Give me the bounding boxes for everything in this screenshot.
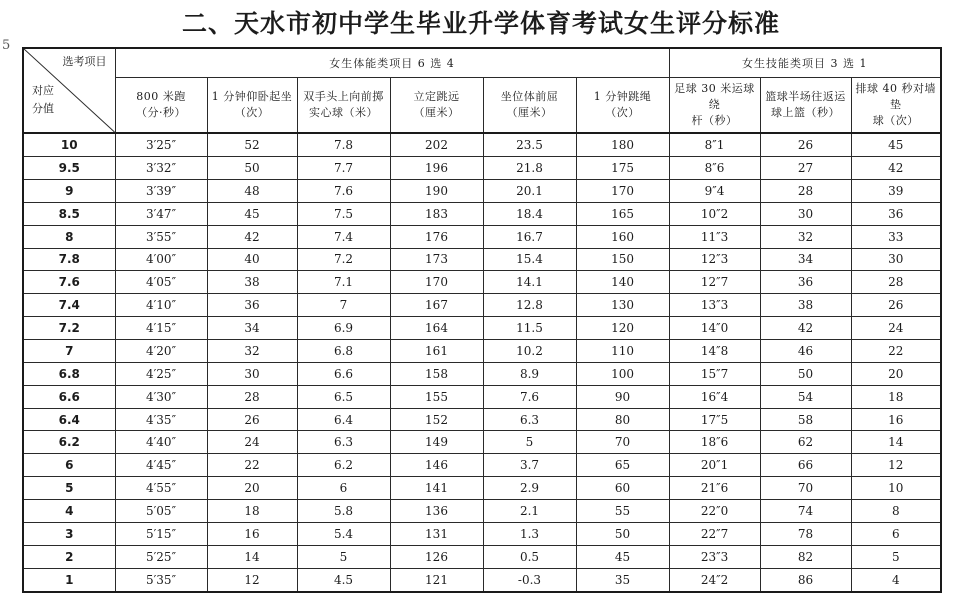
table-row — [23, 294, 941, 317]
page-title: 二、天水市初中学生毕业升学体育考试女生评分标准 — [181, 9, 780, 38]
value-cell: 20 — [851, 362, 941, 385]
score-cell: 8.5 — [23, 202, 115, 225]
value-cell: 80 — [576, 408, 669, 431]
value-cell: 78 — [760, 522, 851, 545]
value-cell: 28 — [851, 271, 941, 294]
column-header — [483, 78, 576, 134]
value-cell: 6.9 — [297, 317, 390, 340]
value-cell: 150 — [576, 248, 669, 271]
value-cell: 16 — [851, 408, 941, 431]
value-cell: 8″1 — [669, 133, 760, 157]
value-cell: 3.7 — [483, 454, 576, 477]
table-row — [23, 179, 941, 202]
column-header — [669, 78, 760, 134]
column-header-line1: 立定跳远 — [413, 90, 460, 103]
table-row — [23, 568, 941, 592]
value-cell: 27 — [760, 157, 851, 180]
value-cell: 36 — [851, 202, 941, 225]
value-cell: 4′10″ — [115, 294, 207, 317]
value-cell: 46 — [760, 340, 851, 363]
value-cell: 50 — [760, 362, 851, 385]
value-cell: 5 — [851, 545, 941, 568]
column-header-line2: 球上篮（秒） — [771, 106, 841, 119]
score-cell: 4 — [23, 500, 115, 523]
value-cell: 21.8 — [483, 157, 576, 180]
value-cell: 50 — [207, 157, 297, 180]
value-cell: 22″7 — [669, 522, 760, 545]
value-cell: 152 — [390, 408, 483, 431]
value-cell: 4.5 — [297, 568, 390, 592]
value-cell: 176 — [390, 225, 483, 248]
table-row — [23, 271, 941, 294]
table-row — [23, 500, 941, 523]
value-cell: 4′45″ — [115, 454, 207, 477]
score-cell: 7 — [23, 340, 115, 363]
value-cell: 23.5 — [483, 133, 576, 157]
value-cell: 45 — [851, 133, 941, 157]
value-cell: 38 — [207, 271, 297, 294]
value-cell: 5′15″ — [115, 522, 207, 545]
value-cell: 4 — [851, 568, 941, 592]
value-cell: 2.9 — [483, 477, 576, 500]
value-cell: 136 — [390, 500, 483, 523]
column-header-row — [23, 78, 941, 134]
column-header — [207, 78, 297, 134]
column-header-line2: 实心球（米） — [309, 106, 378, 119]
value-cell: 8 — [851, 500, 941, 523]
score-cell: 8 — [23, 225, 115, 248]
score-cell: 7.6 — [23, 271, 115, 294]
column-header — [851, 78, 941, 134]
value-cell: 183 — [390, 202, 483, 225]
value-cell: 52 — [207, 133, 297, 157]
value-cell: 11.5 — [483, 317, 576, 340]
value-cell: 33 — [851, 225, 941, 248]
value-cell: 18 — [851, 385, 941, 408]
table-row — [23, 157, 941, 180]
value-cell: 42 — [851, 157, 941, 180]
value-cell: 3′32″ — [115, 157, 207, 180]
value-cell: 170 — [576, 179, 669, 202]
value-cell: 36 — [207, 294, 297, 317]
value-cell: 8″6 — [669, 157, 760, 180]
value-cell: 4′40″ — [115, 431, 207, 454]
value-cell: 3′55″ — [115, 225, 207, 248]
value-cell: 1.3 — [483, 522, 576, 545]
column-header — [297, 78, 390, 134]
value-cell: 120 — [576, 317, 669, 340]
table-row — [23, 454, 941, 477]
value-cell: 130 — [576, 294, 669, 317]
value-cell: 4′05″ — [115, 271, 207, 294]
value-cell: 5′05″ — [115, 500, 207, 523]
value-cell: 48 — [207, 179, 297, 202]
value-cell: 65 — [576, 454, 669, 477]
value-cell: 202 — [390, 133, 483, 157]
value-cell: 4′55″ — [115, 477, 207, 500]
value-cell: 20 — [207, 477, 297, 500]
value-cell: 74 — [760, 500, 851, 523]
column-header-line2: （厘米） — [413, 106, 460, 119]
value-cell: 149 — [390, 431, 483, 454]
value-cell: 58 — [760, 408, 851, 431]
scoring-table — [22, 47, 942, 593]
column-header-line1: 排球 40 秒对墙垫 — [855, 82, 937, 111]
column-header-line1: 双手头上向前掷 — [303, 90, 384, 103]
value-cell: 16.7 — [483, 225, 576, 248]
score-cell: 6.8 — [23, 362, 115, 385]
value-cell: 82 — [760, 545, 851, 568]
score-cell: 9 — [23, 179, 115, 202]
value-cell: 38 — [760, 294, 851, 317]
value-cell: 9″4 — [669, 179, 760, 202]
value-cell: 26 — [760, 133, 851, 157]
column-header — [390, 78, 483, 134]
value-cell: 22 — [851, 340, 941, 363]
table-row — [23, 408, 941, 431]
table-row — [23, 317, 941, 340]
value-cell: 50 — [576, 522, 669, 545]
value-cell: 13″3 — [669, 294, 760, 317]
score-cell: 9.5 — [23, 157, 115, 180]
value-cell: 4′20″ — [115, 340, 207, 363]
value-cell: 6.5 — [297, 385, 390, 408]
value-cell: 4′00″ — [115, 248, 207, 271]
value-cell: 173 — [390, 248, 483, 271]
value-cell: 45 — [207, 202, 297, 225]
value-cell: 12 — [207, 568, 297, 592]
group-header-skill: 女生技能类项目 3 选 1 — [669, 48, 941, 78]
value-cell: 15.4 — [483, 248, 576, 271]
column-header-line2: （厘米） — [506, 106, 553, 119]
value-cell: 140 — [576, 271, 669, 294]
value-cell: 4′30″ — [115, 385, 207, 408]
value-cell: 70 — [760, 477, 851, 500]
value-cell: 15″7 — [669, 362, 760, 385]
score-cell: 5 — [23, 477, 115, 500]
table-row — [23, 133, 941, 157]
page-margin-mark: 5 — [2, 38, 11, 53]
value-cell: 28 — [760, 179, 851, 202]
table-row — [23, 545, 941, 568]
value-cell: 86 — [760, 568, 851, 592]
table-row — [23, 477, 941, 500]
value-cell: 23″3 — [669, 545, 760, 568]
column-header — [760, 78, 851, 134]
table-row — [23, 248, 941, 271]
value-cell: 36 — [760, 271, 851, 294]
value-cell: 170 — [390, 271, 483, 294]
column-header-line1: 800 米跑 — [136, 90, 186, 103]
value-cell: 4′35″ — [115, 408, 207, 431]
corner-header-cell — [23, 48, 115, 133]
column-header-line2: （分·秒） — [136, 106, 186, 119]
value-cell: 3′47″ — [115, 202, 207, 225]
value-cell: 18.4 — [483, 202, 576, 225]
value-cell: 40 — [207, 248, 297, 271]
score-cell: 7.8 — [23, 248, 115, 271]
value-cell: 5 — [297, 545, 390, 568]
value-cell: 5.4 — [297, 522, 390, 545]
value-cell: 167 — [390, 294, 483, 317]
score-cell: 1 — [23, 568, 115, 592]
value-cell: 10.2 — [483, 340, 576, 363]
table-row — [23, 202, 941, 225]
column-header-line2: （次） — [605, 106, 640, 119]
value-cell: 6.6 — [297, 362, 390, 385]
value-cell: 180 — [576, 133, 669, 157]
value-cell: 60 — [576, 477, 669, 500]
value-cell: 126 — [390, 545, 483, 568]
value-cell: 35 — [576, 568, 669, 592]
value-cell: 164 — [390, 317, 483, 340]
score-cell: 10 — [23, 133, 115, 157]
value-cell: 3′39″ — [115, 179, 207, 202]
value-cell: 6.8 — [297, 340, 390, 363]
table-row — [23, 362, 941, 385]
value-cell: 70 — [576, 431, 669, 454]
corner-label-score — [32, 82, 54, 118]
column-header-line1: 1 分钟跳绳 — [593, 90, 652, 103]
value-cell: 160 — [576, 225, 669, 248]
column-header-line1: 坐位体前屈 — [500, 90, 559, 103]
score-cell: 3 — [23, 522, 115, 545]
value-cell: 161 — [390, 340, 483, 363]
value-cell: 165 — [576, 202, 669, 225]
value-cell: 7.6 — [483, 385, 576, 408]
value-cell: 20.1 — [483, 179, 576, 202]
value-cell: 7.2 — [297, 248, 390, 271]
value-cell: 30 — [207, 362, 297, 385]
value-cell: 110 — [576, 340, 669, 363]
score-cell: 6.6 — [23, 385, 115, 408]
table-row — [23, 522, 941, 545]
value-cell: 17″5 — [669, 408, 760, 431]
value-cell: 90 — [576, 385, 669, 408]
value-cell: 14″8 — [669, 340, 760, 363]
value-cell: 11″3 — [669, 225, 760, 248]
value-cell: 18″6 — [669, 431, 760, 454]
value-cell: 22″0 — [669, 500, 760, 523]
value-cell: 12″3 — [669, 248, 760, 271]
value-cell: 14.1 — [483, 271, 576, 294]
group-header-fitness: 女生体能类项目 6 选 4 — [115, 48, 669, 78]
value-cell: 45 — [576, 545, 669, 568]
value-cell: 34 — [207, 317, 297, 340]
value-cell: 6.2 — [297, 454, 390, 477]
value-cell: 21″6 — [669, 477, 760, 500]
value-cell: 2.1 — [483, 500, 576, 523]
value-cell: 7.4 — [297, 225, 390, 248]
value-cell: 6.3 — [297, 431, 390, 454]
value-cell: 12 — [851, 454, 941, 477]
column-header-line2: 球（次） — [872, 114, 919, 127]
value-cell: 26 — [207, 408, 297, 431]
column-header-line1: 1 分钟仰卧起坐 — [211, 90, 293, 103]
table-body — [23, 133, 941, 592]
column-header-line1: 足球 30 米运球绕 — [674, 82, 755, 111]
corner-label-score-line1: 对应 — [32, 84, 54, 97]
value-cell: 7.8 — [297, 133, 390, 157]
value-cell: -0.3 — [483, 568, 576, 592]
value-cell: 24 — [851, 317, 941, 340]
score-cell: 6.2 — [23, 431, 115, 454]
value-cell: 8.9 — [483, 362, 576, 385]
value-cell: 18 — [207, 500, 297, 523]
score-cell: 6.4 — [23, 408, 115, 431]
value-cell: 10 — [851, 477, 941, 500]
table-row — [23, 385, 941, 408]
corner-label-score-line2: 分值 — [32, 102, 54, 115]
value-cell: 5′35″ — [115, 568, 207, 592]
value-cell: 6 — [297, 477, 390, 500]
value-cell: 14 — [851, 431, 941, 454]
value-cell: 6.4 — [297, 408, 390, 431]
value-cell: 190 — [390, 179, 483, 202]
value-cell: 7.7 — [297, 157, 390, 180]
column-header-line2: 杆（秒） — [691, 114, 738, 127]
value-cell: 14″0 — [669, 317, 760, 340]
value-cell: 7 — [297, 294, 390, 317]
value-cell: 20″1 — [669, 454, 760, 477]
table-row — [23, 225, 941, 248]
value-cell: 16 — [207, 522, 297, 545]
value-cell: 5′25″ — [115, 545, 207, 568]
value-cell: 24″2 — [669, 568, 760, 592]
group-header-row — [23, 48, 941, 78]
column-header-line1: 篮球半场往返运 — [765, 90, 846, 103]
value-cell: 7.1 — [297, 271, 390, 294]
column-header-line2: （次） — [234, 106, 270, 119]
value-cell: 16″4 — [669, 385, 760, 408]
value-cell: 5 — [483, 431, 576, 454]
value-cell: 3′25″ — [115, 133, 207, 157]
corner-label-items: 选考项目 — [62, 55, 107, 68]
value-cell: 175 — [576, 157, 669, 180]
value-cell: 32 — [760, 225, 851, 248]
value-cell: 14 — [207, 545, 297, 568]
value-cell: 55 — [576, 500, 669, 523]
value-cell: 26 — [851, 294, 941, 317]
value-cell: 6 — [851, 522, 941, 545]
value-cell: 196 — [390, 157, 483, 180]
value-cell: 158 — [390, 362, 483, 385]
value-cell: 7.6 — [297, 179, 390, 202]
value-cell: 24 — [207, 431, 297, 454]
column-header — [115, 78, 207, 134]
value-cell: 5.8 — [297, 500, 390, 523]
value-cell: 62 — [760, 431, 851, 454]
value-cell: 12″7 — [669, 271, 760, 294]
value-cell: 131 — [390, 522, 483, 545]
value-cell: 100 — [576, 362, 669, 385]
value-cell: 28 — [207, 385, 297, 408]
value-cell: 6.3 — [483, 408, 576, 431]
value-cell: 54 — [760, 385, 851, 408]
value-cell: 0.5 — [483, 545, 576, 568]
value-cell: 146 — [390, 454, 483, 477]
value-cell: 141 — [390, 477, 483, 500]
table-row — [23, 431, 941, 454]
score-cell: 7.2 — [23, 317, 115, 340]
value-cell: 66 — [760, 454, 851, 477]
value-cell: 42 — [207, 225, 297, 248]
value-cell: 39 — [851, 179, 941, 202]
value-cell: 30 — [851, 248, 941, 271]
value-cell: 155 — [390, 385, 483, 408]
value-cell: 12.8 — [483, 294, 576, 317]
score-cell: 7.4 — [23, 294, 115, 317]
value-cell: 7.5 — [297, 202, 390, 225]
value-cell: 4′15″ — [115, 317, 207, 340]
value-cell: 42 — [760, 317, 851, 340]
value-cell: 4′25″ — [115, 362, 207, 385]
value-cell: 22 — [207, 454, 297, 477]
value-cell: 34 — [760, 248, 851, 271]
score-cell: 6 — [23, 454, 115, 477]
table-row — [23, 340, 941, 363]
value-cell: 121 — [390, 568, 483, 592]
column-header — [576, 78, 669, 134]
value-cell: 10″2 — [669, 202, 760, 225]
value-cell: 30 — [760, 202, 851, 225]
value-cell: 32 — [207, 340, 297, 363]
score-cell: 2 — [23, 545, 115, 568]
